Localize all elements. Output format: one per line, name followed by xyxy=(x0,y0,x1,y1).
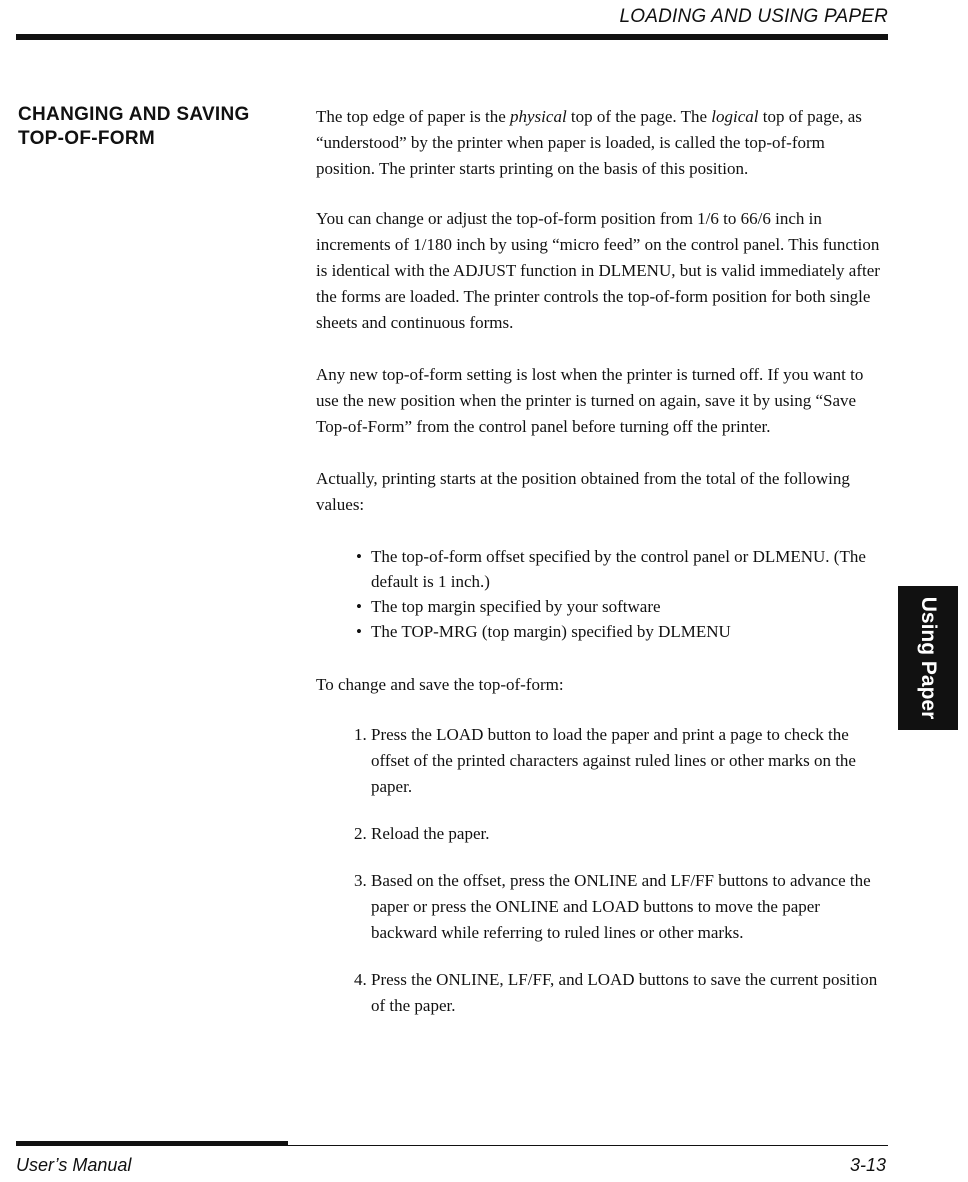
section-thumb-tab xyxy=(898,586,958,730)
list-item xyxy=(356,544,886,594)
paragraph-adjust: You can change or adjust the top-of-form position from 1/6 to 66/6 inch in increments of 1/180 inch by using “micro feed” on the control panel. This function is identical with the ADJUST function in DLMENU, but is valid immediately after the forms are loaded. The printer controls the top-of-form position for both single sheets and continuous forms. xyxy=(316,209,880,332)
values-list xyxy=(316,544,886,644)
list-item-text: The top-of-form offset specified by the control panel or DLMENU. (The default is 1 inch.) xyxy=(371,547,866,591)
header-rule xyxy=(16,34,888,40)
step-item: 2. Reload the paper. xyxy=(354,824,490,843)
paragraph-save: Any new top-of-form setting is lost when the printer is turned off. If you want to use the new position when the printer is turned on again, save it by using “Save Top-of-Form” from the control panel before turning off the printer. xyxy=(316,365,864,436)
step-item: 1. Press the LOAD button to load the paper and print a page to check the offset of the printed characters against ruled lines or other marks on the paper. xyxy=(354,725,856,796)
step-item: 4. Press the ONLINE, LF/FF, and LOAD buttons to save the current position of the paper. xyxy=(354,970,878,1015)
list-item-text: The TOP-MRG (top margin) specified by DLMENU xyxy=(371,622,731,641)
bullet-marker: • xyxy=(356,547,362,566)
p1-text-2: top of the page. The xyxy=(566,107,712,126)
p1-text-3: top of page, as “understood” by the printer when paper is loaded, is called the top-of-form position. The printer starts printing on the basis of this position. xyxy=(316,107,862,178)
section-thumb-tab-label: Using Paper xyxy=(917,596,940,720)
paragraph-top-edge xyxy=(316,104,886,182)
footer-rule-thin xyxy=(288,1145,888,1146)
list-item-text: The top margin specified by your software xyxy=(371,597,661,616)
footer-page-number: 3-13 xyxy=(849,1155,886,1175)
section-heading xyxy=(18,103,288,151)
step-item: 3. Based on the offset, press the ONLINE and LF/FF buttons to advance the paper or press the ONLINE and LOAD buttons to move the paper backward while referring to ruled lines or other marks. xyxy=(354,871,871,942)
body-text xyxy=(316,104,886,1040)
paragraph-values-intro: Actually, printing starts at the position obtained from the total of the following values: xyxy=(316,469,850,514)
paragraph-steps-intro: To change and save the top-of-form: xyxy=(316,675,564,694)
list-item xyxy=(356,619,886,644)
p1-text-1: The top edge of paper is the xyxy=(316,107,511,126)
p1-emphasis-logical: logical xyxy=(711,107,759,126)
running-header: LOADING AND USING PAPER xyxy=(619,6,888,27)
section-heading-line-2: TOP-OF-FORM xyxy=(18,128,155,149)
steps-list xyxy=(316,722,886,1019)
footer-rule-thick xyxy=(16,1141,288,1146)
footer-manual-title: User’s Manual xyxy=(16,1155,132,1175)
bullet-marker: • xyxy=(356,622,362,641)
list-item xyxy=(356,594,886,619)
p1-emphasis-physical: physical xyxy=(510,107,567,126)
section-heading-line-1: CHANGING AND SAVING xyxy=(18,104,250,125)
bullet-marker: • xyxy=(356,597,362,616)
